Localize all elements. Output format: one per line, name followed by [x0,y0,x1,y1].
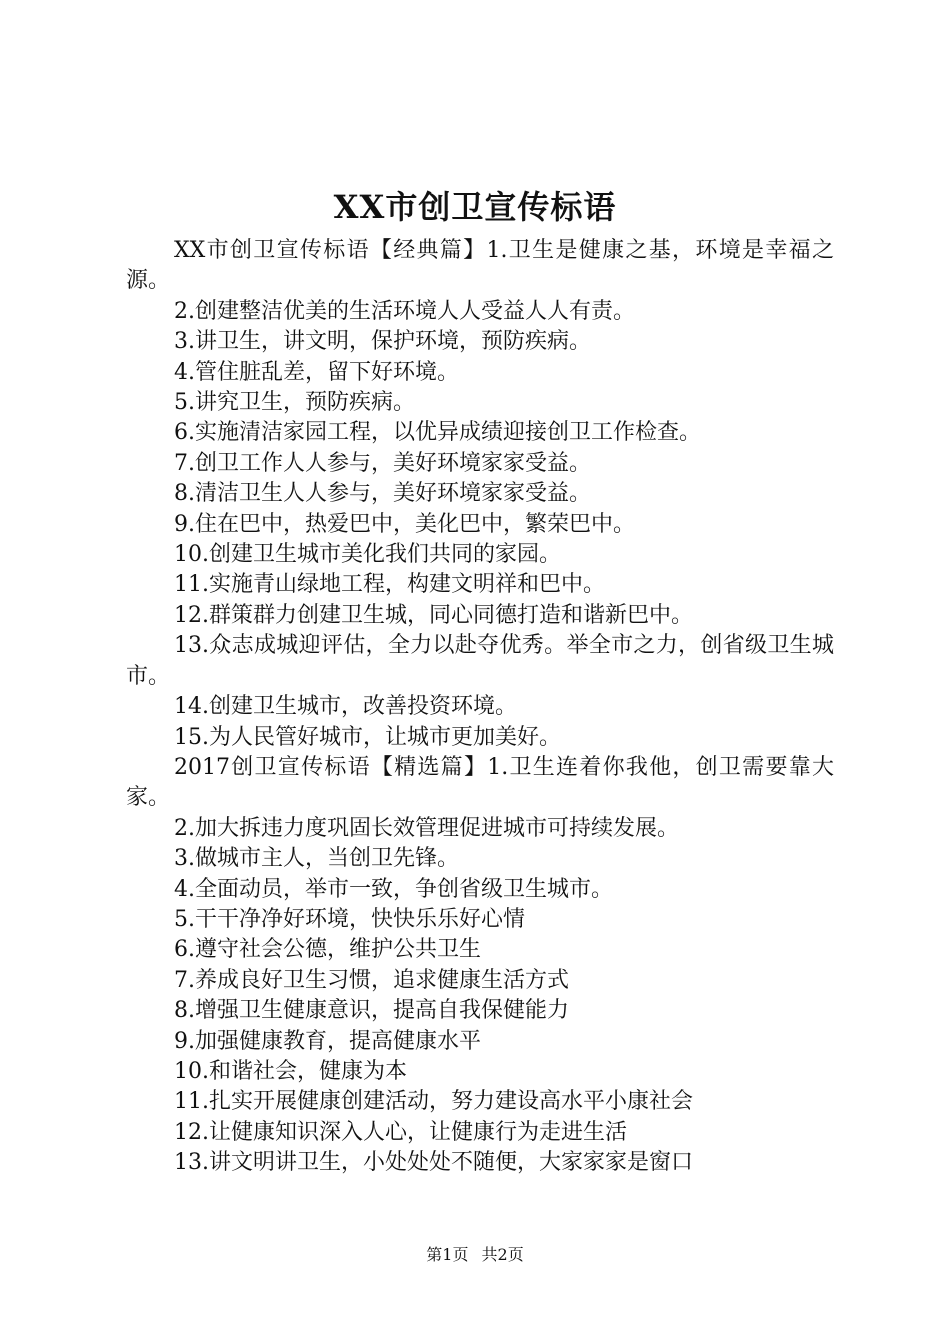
paragraph: 10.和谐社会，健康为本 [174,1058,407,1084]
paragraph: 3.做城市主人，当创卫先锋。 [174,846,459,872]
paragraph: 7.创卫工作人人参与，美好环境家家受益。 [174,450,591,476]
paragraph: 8.清洁卫生人人参与，美好环境家家受益。 [174,481,591,507]
paragraph: 8.增强卫生健康意识，提高自我保健能力 [174,998,569,1024]
paragraph: 12.让健康知识深入人心，让健康行为走进生活 [174,1119,627,1145]
paragraph: 13.众志成城迎评估，全力以赴夺优秀。举全市之力，创省级卫生城市。 [126,633,834,689]
paragraph: XX市创卫宣传标语【经典篇】1.卫生是健康之基，环境是幸福之源。 [126,238,834,294]
document-title: XX市创卫宣传标语 [333,188,617,226]
page-number-current: 第1页 [426,1245,469,1264]
paragraph: 5.讲究卫生，预防疾病。 [174,390,415,416]
document-body [126,236,834,1179]
page-footer [0,1244,950,1266]
paragraph: 2.加大拆违力度巩固长效管理促进城市可持续发展。 [174,815,679,841]
paragraph: 6.遵守社会公德，维护公共卫生 [174,937,481,963]
paragraph: 11.扎实开展健康创建活动，努力建设高水平小康社会 [174,1089,693,1115]
paragraph: 12.群策群力创建卫生城，同心同德打造和谐新巴中。 [174,602,693,628]
page-number-total: 共2页 [481,1245,524,1264]
paragraph: 5.干干净净好环境，快快乐乐好心情 [174,906,525,932]
paragraph: 6.实施清洁家园工程，以优异成绩迎接创卫工作检查。 [174,420,701,446]
paragraph: 2.创建整洁优美的生活环境人人受益人人有责。 [174,298,635,324]
paragraph: 10.创建卫生城市美化我们共同的家园。 [174,542,561,568]
paragraph: 15.为人民管好城市，让城市更加美好。 [174,724,561,750]
paragraph: 7.养成良好卫生习惯，追求健康生活方式 [174,967,569,993]
paragraph: 14.创建卫生城市，改善投资环境。 [174,694,517,720]
paragraph: 13.讲文明讲卫生，小处处处不随便，大家家家是窗口 [174,1150,693,1176]
paragraph: 9.加强健康教育，提高健康水平 [174,1028,481,1054]
paragraph: 9.住在巴中，热爱巴中，美化巴中，繁荣巴中。 [174,511,635,537]
paragraph: 3.讲卫生，讲文明，保护环境，预防疾病。 [174,329,591,355]
paragraph: 4.管住脏乱差，留下好环境。 [174,359,459,385]
paragraph: 4.全面动员，举市一致，争创省级卫生城市。 [174,876,613,902]
paragraph: 11.实施青山绿地工程，构建文明祥和巴中。 [174,572,605,598]
paragraph: 2017创卫宣传标语【精选篇】1.卫生连着你我他，创卫需要靠大家。 [126,754,834,811]
